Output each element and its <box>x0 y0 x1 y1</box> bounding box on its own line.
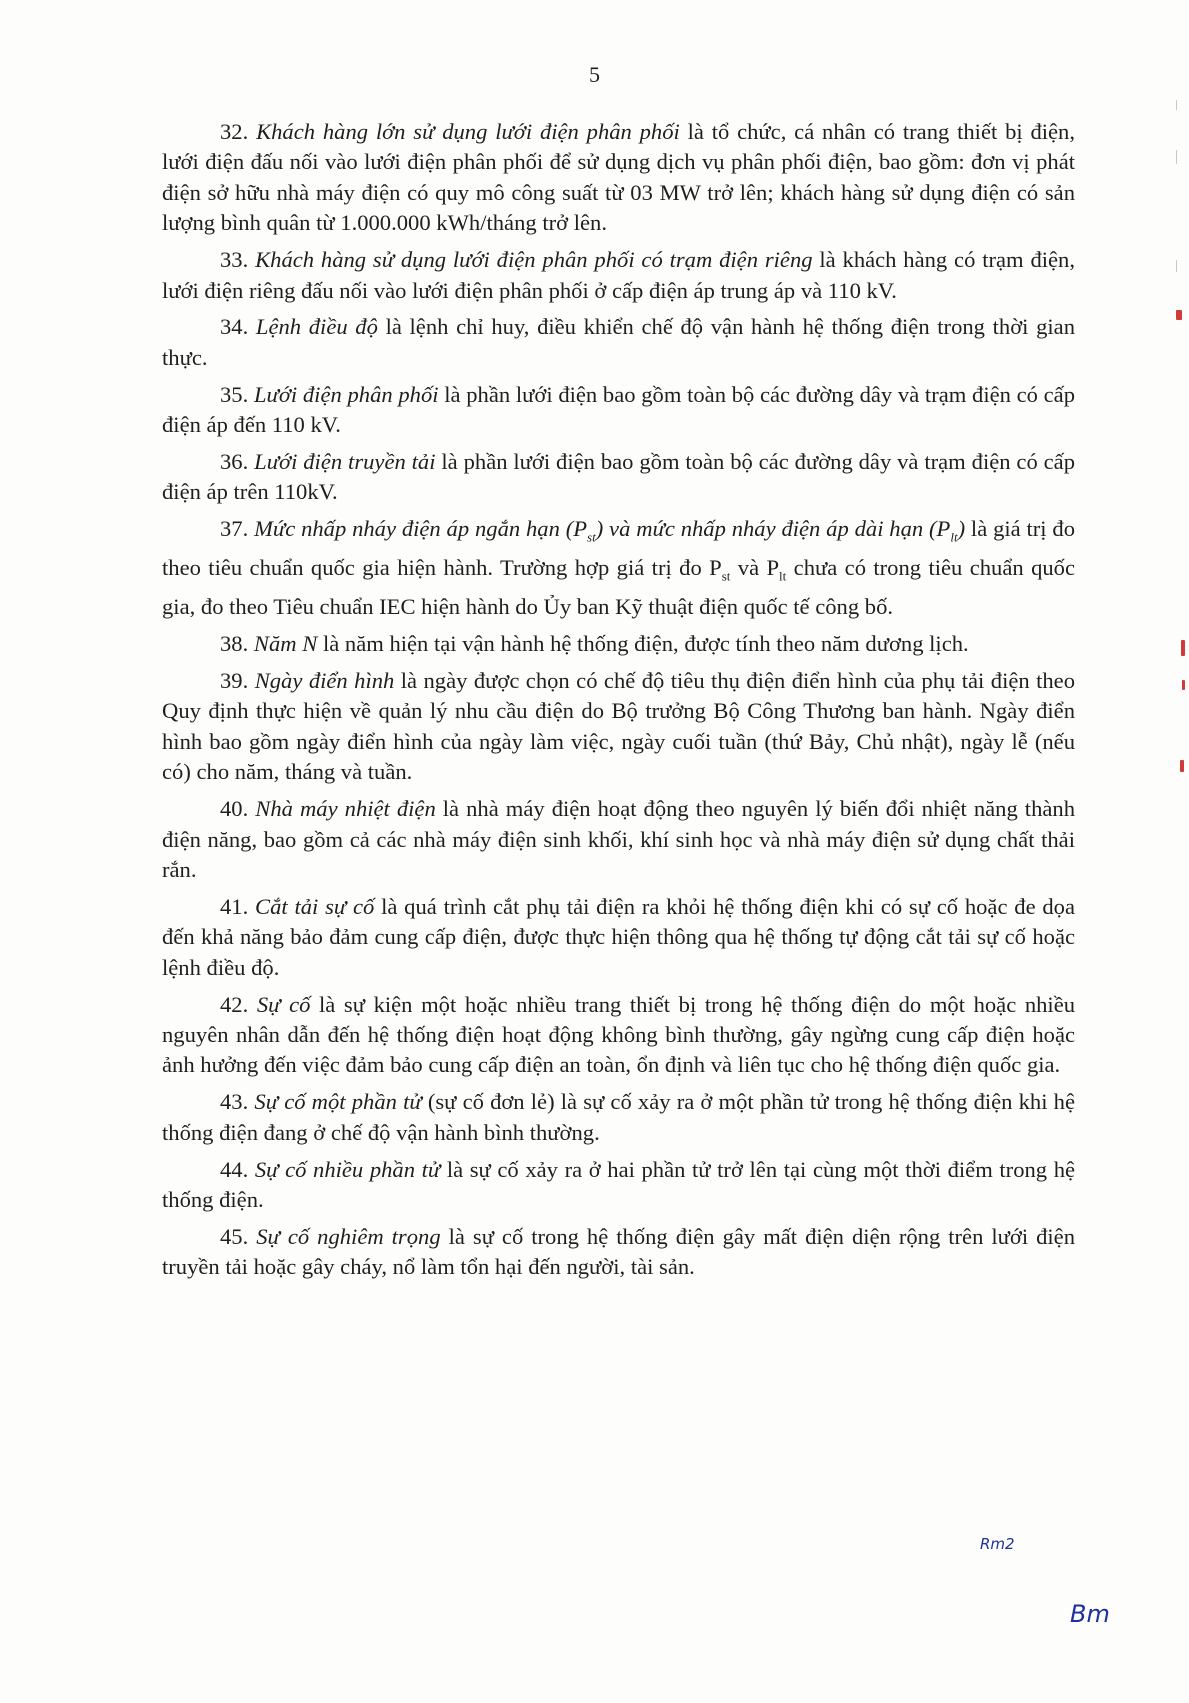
item-number: 36. <box>220 449 255 475</box>
defined-term: Năm N <box>253 631 318 657</box>
definition-32 <box>162 117 1075 239</box>
defined-term: Lưới điện truyền tải <box>254 449 436 475</box>
item-number: 37. <box>220 516 255 542</box>
definition-44 <box>162 1155 1075 1216</box>
item-number: 32. <box>220 119 257 144</box>
defined-term: Mức nhấp nháy điện áp ngắn hạn $(P_{st})$ và mức nhấp nháy điện áp dài hạn $(P_{lt})$ <box>254 516 966 545</box>
red-stamp-fragment <box>1176 310 1182 320</box>
item-number: 41. <box>220 893 256 919</box>
defined-term: Sự cố một phần tử <box>254 1089 422 1115</box>
scan-mark <box>1176 150 1177 164</box>
item-number: 40. <box>220 796 256 822</box>
definition-37: 37. Mức nhấp nháy điện áp ngắn hạn $(P_{st})$ và mức nhấp nháy điện áp dài hạn $(P_{lt})$ là giá trị đo theo tiêu chuẩn quốc gia hiện hành. Trường hợp giá trị đo $P_{st}$ và $P_{lt}$ chưa có trong tiêu chuẩn quốc gia, đo theo Tiêu chuẩn IEC hiện hành do Ủy ban Kỹ thuật điện quốc tế công bố. <box>162 516 1075 620</box>
defined-term: Sự cố nhiều phần tử <box>254 1156 441 1182</box>
red-stamp-fragment <box>1182 680 1185 690</box>
definition-text: là phần lưới điện bao gồm toàn bộ các đường dây và trạm điện có cấp điện áp trên 110kV. <box>162 449 1076 505</box>
item-number: 38. <box>220 631 254 657</box>
item-number: 33. <box>220 247 256 273</box>
definition-35 <box>162 380 1075 441</box>
definition-text: là sự cố xảy ra ở hai phần tử trở lên tại cùng một thời điểm trong hệ thống điện. <box>162 1156 1076 1213</box>
definition-34 <box>162 312 1075 373</box>
defined-term: Ngày điển hình <box>254 668 395 694</box>
scan-mark <box>1176 100 1177 110</box>
defined-term: Sự cố <box>256 991 311 1017</box>
defined-term: Khách hàng lớn sử dụng lưới điện phân phối <box>256 119 680 144</box>
initial-signature-large: Bm <box>1070 1600 1110 1628</box>
scan-mark <box>1176 260 1177 272</box>
definition-38 <box>162 629 1075 659</box>
definition-text: (sự cố đơn lẻ) là sự cố xảy ra ở một phần tử trong hệ thống điện khi hệ thống điện đang ở chế độ vận hành bình thường. <box>162 1089 1075 1145</box>
item-number: 45. <box>220 1223 257 1249</box>
definition-text: là sự kiện một hoặc nhiều trang thiết bị trong hệ thống điện do một hoặc nhiều nguyên nhân dẫn đến hệ thống điện hoạt động không bình thường, gây ngừng cung cấp điện hoặc ảnh hưởng đến việc đảm bảo cung cấp điện an toàn, ổn định và liên tục cho hệ thống điện quốc gia. <box>162 991 1076 1078</box>
definition-43 <box>162 1087 1075 1148</box>
defined-term: Sự cố nghiêm trọng <box>256 1223 441 1249</box>
definition-text: là khách hàng có trạm điện, lưới điện riêng đấu nối vào lưới điện phân phối ở cấp điện áp trung áp và 110 kV. <box>162 247 1076 303</box>
definition-text: là ngày được chọn có chế độ tiêu thụ điện điển hình của phụ tải điện theo Quy định thực hiện về quản lý nhu cầu điện do Bộ trưởng Bộ Công Thương ban hành. Ngày điển hình bao gồm ngày điển hình của ngày làm việc, ngày cuối tuần (thứ Bảy, Chủ nhật), ngày lễ (nếu có) cho năm, tháng và tuần. <box>162 668 1076 785</box>
initial-signature-small: Rm2 <box>980 1535 1015 1553</box>
definition-text: là nhà máy điện hoạt động theo nguyên lý biến đổi nhiệt năng thành điện năng, bao gồm cả các nhà máy điện sinh khối, khí sinh học và nhà máy điện sử dụng chất thải rắn. <box>162 796 1075 882</box>
definition-text: là lệnh chỉ huy, điều khiển chế độ vận hành hệ thống điện trong thời gian thực. <box>162 314 1075 370</box>
definition-text: là quá trình cắt phụ tải điện ra khỏi hệ thống điện khi có sự cố hoặc đe dọa đến khả năng bảo đảm cung cấp điện, được thực hiện thông qua hệ thống tự động cắt tải sự cố hoặc lệnh điều độ. <box>162 893 1075 980</box>
defined-term: Khách hàng sử dụng lưới điện phân phối có trạm điện riêng <box>255 247 813 273</box>
page-number: 5 <box>589 62 600 87</box>
red-stamp-fragment <box>1180 760 1184 772</box>
red-stamp-fragment <box>1181 640 1185 656</box>
defined-term: Lệnh điều độ <box>255 314 378 340</box>
defined-term: Lưới điện phân phối <box>253 381 439 407</box>
definition-40 <box>162 794 1075 885</box>
definition-text: là tổ chức, cá nhân có trang thiết bị điện, lưới điện đấu nối vào lưới điện phân phối để sử dụng dịch vụ phân phối điện, bao gồm: đơn vị phát điện sở hữu nhà máy điện có quy mô công suất từ 03 MW trở lên; khách hàng sử dụng điện có sản lượng bình quân từ 1.000.000 kWh/tháng trở lên. <box>162 119 1075 236</box>
definition-36 <box>162 447 1075 508</box>
definition-text: là phần lưới điện bao gồm toàn bộ các đường dây và trạm điện có cấp điện áp đến 110 kV. <box>162 381 1075 438</box>
item-number: 42. <box>220 991 257 1017</box>
item-number: 43. <box>220 1089 255 1115</box>
definition-41 <box>162 892 1075 983</box>
definition-39 <box>162 666 1075 788</box>
definition-text: là giá trị đo theo tiêu chuẩn quốc gia hiện hành. Trường hợp giá trị đo P <box>162 516 1075 581</box>
item-number: 39. <box>220 668 255 694</box>
defined-term: Cắt tải sự cố <box>255 893 375 919</box>
item-number: 35. <box>220 381 254 407</box>
item-number: 44. <box>220 1156 255 1182</box>
definition-text: là năm hiện tại vận hành hệ thống điện, được tính theo năm dương lịch. <box>317 631 969 657</box>
definition-45 <box>162 1222 1075 1283</box>
definition-42 <box>162 990 1075 1081</box>
definition-text: là sự cố trong hệ thống điện gây mất điện diện rộng trên lưới điện truyền tải hoặc gây cháy, nổ làm tổn hại đến người, tài sản. <box>162 1223 1075 1280</box>
defined-term: Nhà máy nhiệt điện <box>255 796 436 822</box>
definition-33 <box>162 245 1075 306</box>
document-body <box>162 117 1075 1289</box>
item-number: 34. <box>220 314 256 340</box>
